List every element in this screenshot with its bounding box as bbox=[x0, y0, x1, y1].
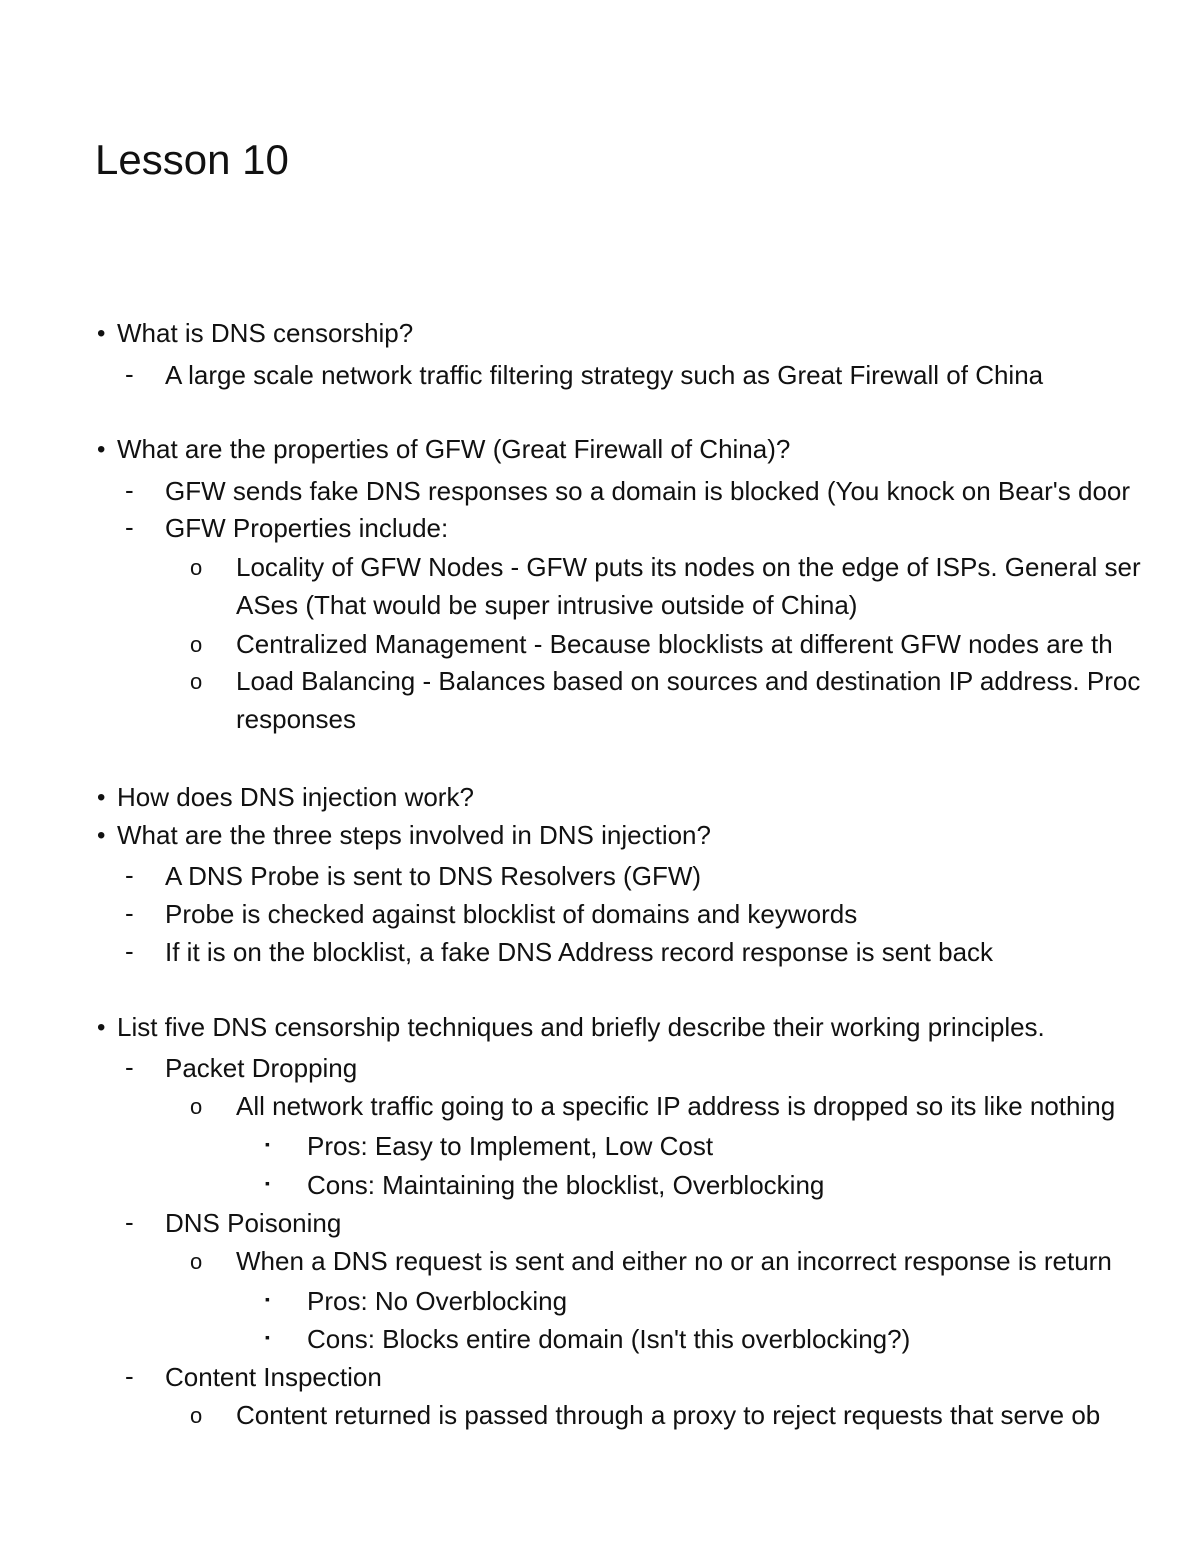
circle-marker: o bbox=[190, 1094, 203, 1119]
square-marker: ▪ bbox=[265, 1329, 270, 1345]
answer-line: A DNS Probe is sent to DNS Resolvers (GFW) bbox=[165, 861, 702, 891]
technique-heading: DNS Poisoning bbox=[165, 1208, 342, 1238]
cons-line: Cons: Blocks entire domain (Isn't this overblocking?) bbox=[307, 1324, 911, 1354]
sub-point: Content returned is passed through a proxy to reject requests that serve ob bbox=[236, 1400, 1101, 1430]
sub-point-continuation: ASes (That would be super intrusive outside of China) bbox=[236, 590, 858, 620]
cons-line: Cons: Maintaining the blocklist, Overblocking bbox=[307, 1170, 825, 1200]
sub-point: Locality of GFW Nodes - GFW puts its nodes on the edge of ISPs. General ser bbox=[236, 552, 1141, 582]
answer-line: If it is on the blocklist, a fake DNS Address record response is sent back bbox=[165, 937, 994, 967]
answer-line: Probe is checked against blocklist of domains and keywords bbox=[165, 899, 858, 929]
square-marker: ▪ bbox=[265, 1291, 270, 1307]
technique-heading: Content Inspection bbox=[165, 1362, 382, 1392]
dash-marker: - bbox=[125, 475, 134, 505]
dash-marker: - bbox=[125, 1361, 134, 1391]
dash-marker: - bbox=[125, 512, 134, 542]
circle-marker: o bbox=[190, 555, 203, 580]
bullet-marker: • bbox=[97, 1014, 106, 1041]
square-marker: ▪ bbox=[265, 1136, 270, 1152]
answer-line: GFW sends fake DNS responses so a domain is blocked (You knock on Bear's door bbox=[165, 476, 1131, 506]
question-gfw-properties: What are the properties of GFW (Great Firewall of China)? bbox=[117, 434, 791, 464]
dash-marker: - bbox=[125, 1207, 134, 1237]
circle-marker: o bbox=[190, 1249, 203, 1274]
sub-point-continuation: responses bbox=[236, 704, 356, 734]
circle-marker: o bbox=[190, 1403, 203, 1428]
pros-line: Pros: Easy to Implement, Low Cost bbox=[307, 1131, 714, 1161]
sub-point: When a DNS request is sent and either no or an incorrect response is return bbox=[236, 1246, 1112, 1276]
bullet-marker: • bbox=[97, 784, 106, 811]
circle-marker: o bbox=[190, 669, 203, 694]
question-dns-censorship: What is DNS censorship? bbox=[117, 318, 414, 348]
sub-point: Centralized Management - Because blocklists at different GFW nodes are th bbox=[236, 629, 1113, 659]
technique-heading: Packet Dropping bbox=[165, 1053, 358, 1083]
sub-point: Load Balancing - Balances based on sources and destination IP address. Proc bbox=[236, 666, 1141, 696]
pros-line: Pros: No Overblocking bbox=[307, 1286, 568, 1316]
dash-marker: - bbox=[125, 898, 134, 928]
dash-marker: - bbox=[125, 936, 134, 966]
bullet-marker: • bbox=[97, 436, 106, 463]
dash-marker: - bbox=[125, 1052, 134, 1082]
dash-marker: - bbox=[125, 359, 134, 389]
question-injection-steps: What are the three steps involved in DNS injection? bbox=[117, 820, 711, 850]
circle-marker: o bbox=[190, 632, 203, 657]
dash-marker: - bbox=[125, 860, 134, 890]
page-title: Lesson 10 bbox=[95, 136, 289, 183]
question-censorship-techniques: List five DNS censorship techniques and briefly describe their working principles. bbox=[117, 1012, 1045, 1042]
square-marker: ▪ bbox=[265, 1175, 270, 1191]
sub-point: All network traffic going to a specific IP address is dropped so its like nothing bbox=[236, 1091, 1116, 1121]
bullet-marker: • bbox=[97, 320, 106, 347]
answer-line: A large scale network traffic filtering strategy such as Great Firewall of China bbox=[165, 360, 1044, 390]
answer-line: GFW Properties include: bbox=[165, 513, 449, 543]
question-dns-injection: How does DNS injection work? bbox=[117, 782, 474, 812]
bullet-marker: • bbox=[97, 822, 106, 849]
